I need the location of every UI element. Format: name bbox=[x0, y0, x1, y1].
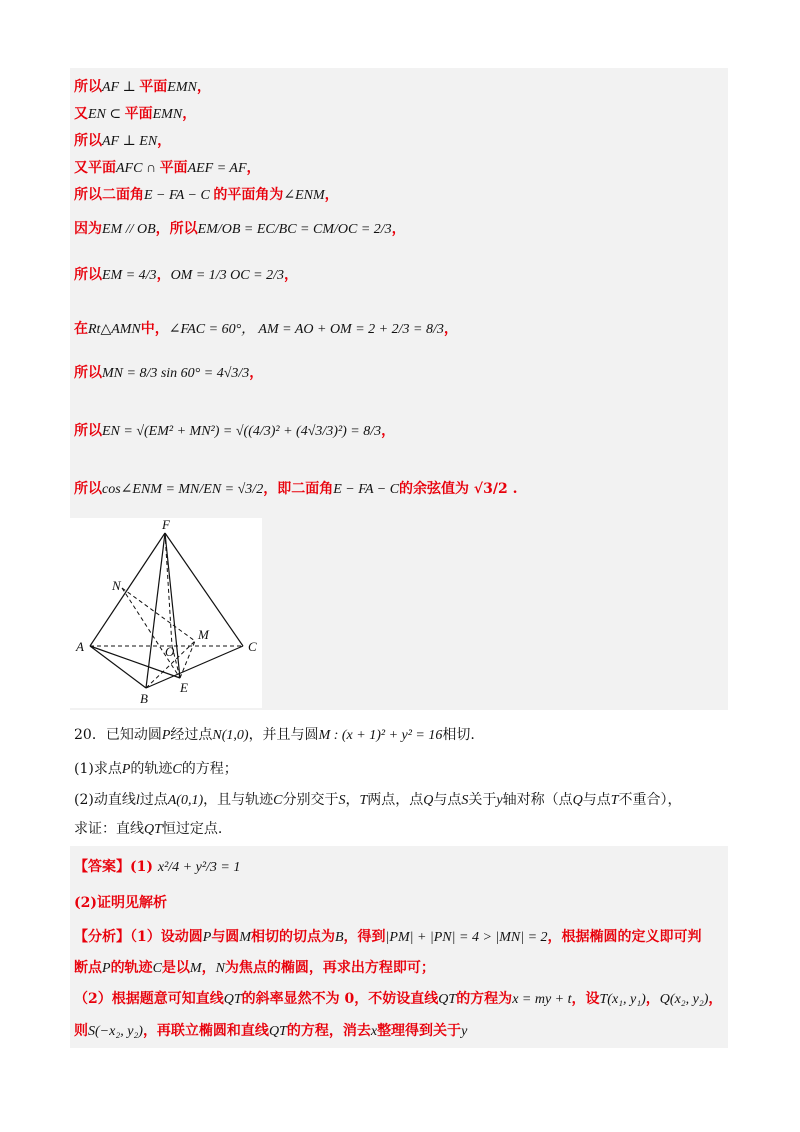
answer-line-2: (2)证明见解析 bbox=[74, 895, 167, 911]
label-O: O bbox=[165, 644, 175, 659]
solution-line-9: 所以MN = 8/3 sin 60° = 4√3/3， bbox=[74, 365, 264, 381]
problem-line-1: 20．已知动圆P经过点N(1,0)，并且与圆M : (x + 1)² + y² = 16相切. bbox=[74, 727, 475, 743]
solution-line-8: 在Rt△AMN中，∠FAC = 60°， AM = AO + OM = 2 + 2/3 = 8/3， bbox=[74, 321, 458, 337]
analysis-line-2: 断点P的轨迹C是以M，N为焦点的椭圆，再求出方程即可； bbox=[74, 960, 435, 976]
answer-line-1: 【答案】(1) x²/4 + y²/3 = 1 bbox=[74, 859, 241, 875]
label-F: F bbox=[162, 518, 170, 532]
label-N: N bbox=[112, 578, 121, 593]
answer-equation: x²/4 + y²/3 = 1 bbox=[157, 860, 241, 875]
edge-NM bbox=[122, 588, 195, 641]
solution-line-3: 所以AF ⊥ EN， bbox=[74, 133, 172, 149]
solution-line-11: 所以cos∠ENM = MN/EN = √3/2，即二面角E − FA − C的余弦值为 √3/2 . bbox=[74, 481, 518, 497]
analysis-line-1: 【分析】（1）设动圆P与圆M相切的切点为B，得到|PM| + |PN| = 4 > |MN| = 2，根据椭圆的定义即可判 bbox=[74, 929, 702, 945]
edge-BC bbox=[146, 646, 243, 688]
problem-line-2: (1)求点P的轨迹C的方程； bbox=[74, 761, 238, 777]
solution-line-5: 所以二面角E − FA − C 的平面角为∠ENM， bbox=[74, 187, 339, 203]
analysis-line-4: 则S(−x₂, y₂)，再联立椭圆和直线QT的方程，消去x整理得到关于y bbox=[74, 1023, 468, 1039]
solution-line-7: 所以EM = 4/3，OM = 1/3 OC = 2/3， bbox=[74, 267, 298, 283]
pyramid-figure bbox=[70, 518, 262, 708]
label-E: E bbox=[180, 680, 188, 695]
solution-line-1: 所以AF ⊥ 平面EMN， bbox=[74, 79, 211, 95]
problem-line-4: 求证：直线QT恒过定点. bbox=[74, 821, 223, 837]
analysis-tag: 【分析】 bbox=[74, 929, 130, 945]
edge-AB bbox=[90, 646, 146, 688]
label-A: A bbox=[76, 639, 84, 654]
solution-line-4: 又平面AFC ∩ 平面AEF = AF， bbox=[74, 160, 261, 176]
solution-line-2: 又EN ⊂ 平面EMN， bbox=[74, 106, 197, 122]
answer-tag: 【答案】 bbox=[74, 859, 130, 875]
solution-line-10: 所以EN = √(EM² + MN²) = √((4/3)² + (4√3/3)²) = 8/3， bbox=[74, 423, 396, 439]
problem-line-3: (2)动直线l过点A(0,1)，且与轨迹C分别交于S，T两点，点Q与点S关于y轴对称（点Q与点T不重合）， bbox=[74, 792, 682, 808]
analysis-line-3: （2）根据题意可知直线QT的斜率显然不为 0，不妨设直线QT的方程为x = my + t，设T(x₁, y₁)，Q(x₂, y₂)， bbox=[74, 991, 723, 1007]
label-C: C bbox=[248, 639, 257, 654]
pyramid-diagram bbox=[70, 518, 262, 708]
label-B: B bbox=[140, 691, 148, 706]
label-M: M bbox=[198, 627, 209, 642]
solution-line-6: 因为EM // OB，所以EM/OB = EC/BC = CM/OC = 2/3， bbox=[74, 221, 406, 237]
